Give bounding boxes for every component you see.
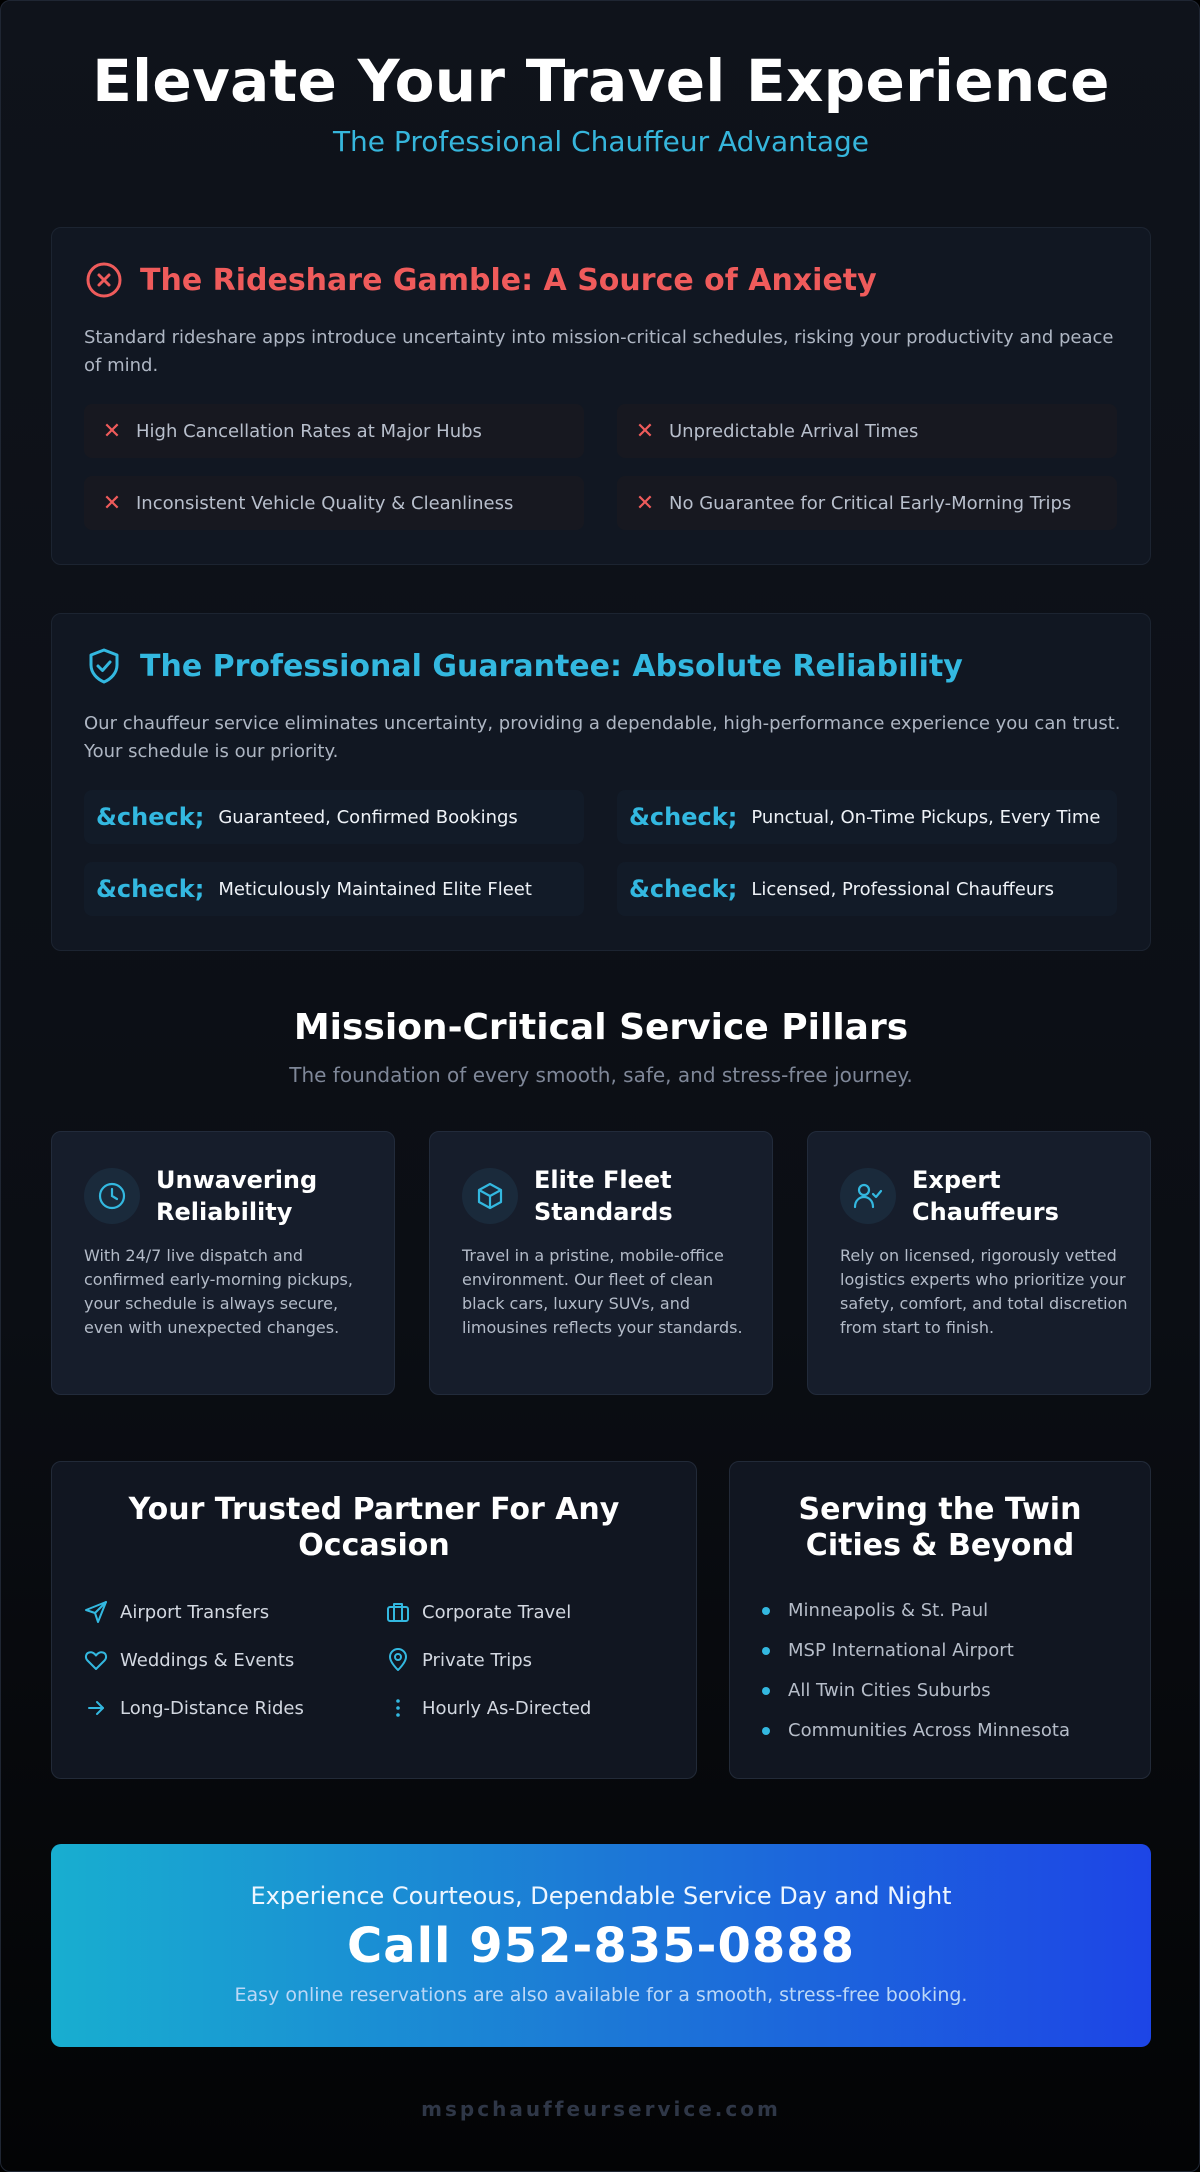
check-marker: &check; — [96, 875, 205, 903]
briefcase-icon — [386, 1600, 410, 1624]
cube-icon — [475, 1181, 505, 1211]
pillar-text: Rely on licensed, rigorously vetted logistics experts who prioritize your safety, comfort, and total discretion from start to finish. — [840, 1246, 1128, 1337]
pillar-text: With 24/7 live dispatch and confirmed early-morning pickups, your schedule is always secure, even with unexpected changes. — [84, 1246, 353, 1337]
bullet-dot — [762, 1607, 770, 1615]
pillar-title: Elite Fleet Standards — [534, 1166, 673, 1226]
rideshare-item: ✕ Inconsistent Vehicle Quality & Cleanliness — [84, 476, 584, 530]
cta-reservation-note: Easy online reservations are also available for a smooth, stress-free booking. — [234, 1984, 968, 2006]
occasion-item: Weddings & Events — [84, 1648, 294, 1672]
pillar-title: Expert Chauffeurs — [912, 1166, 1059, 1226]
guarantee-item: &check; Guaranteed, Confirmed Bookings — [84, 790, 584, 844]
pillar-card — [429, 1131, 773, 1395]
service-area-box — [729, 1461, 1151, 1779]
check-marker: &check; — [96, 803, 205, 831]
hero — [1, 41, 1200, 158]
guarantee-item: &check; Punctual, On-Time Pickups, Every Time — [617, 790, 1117, 844]
occasion-item: Airport Transfers — [84, 1600, 269, 1624]
occasions-title: Your Trusted Partner For Any Occasion — [128, 1492, 620, 1563]
pillar-card — [807, 1131, 1151, 1395]
x-mark-icon: ✕ — [102, 490, 122, 516]
occasion-item: Private Trips — [386, 1648, 532, 1672]
pillar-icon-badge — [84, 1168, 140, 1224]
x-mark-icon: ✕ — [102, 418, 122, 444]
guarantee-title: The Professional Guarantee: Absolute Reliability — [140, 648, 963, 684]
pillar-icon-badge — [462, 1168, 518, 1224]
pillar-icon-badge — [840, 1168, 896, 1224]
x-circle-icon — [84, 260, 124, 300]
bullet-dot — [762, 1727, 770, 1735]
user-check-icon — [853, 1181, 883, 1211]
service-area-item: Minneapolis & St. Paul — [762, 1600, 988, 1621]
rideshare-description: Standard rideshare apps introduce uncertainty into mission-critical schedules, risking your productivity and peace of mind. — [84, 327, 1114, 376]
rideshare-item: ✕ No Guarantee for Critical Early-Morning Trips — [617, 476, 1117, 530]
heart-icon — [84, 1648, 108, 1672]
arrow-right-icon — [84, 1696, 108, 1720]
check-marker: &check; — [629, 803, 738, 831]
pillars-subtitle: The foundation of every smooth, safe, and stress-free journey. — [289, 1063, 913, 1087]
map-pin-icon — [386, 1648, 410, 1672]
cta-tagline: Experience Courteous, Dependable Service Day and Night — [250, 1882, 952, 1910]
rideshare-panel — [51, 227, 1151, 565]
pillar-title: Unwavering Reliability — [156, 1166, 318, 1226]
more-vertical-icon — [386, 1696, 410, 1720]
occasions-box — [51, 1461, 697, 1779]
x-mark-icon: ✕ — [635, 490, 655, 516]
rideshare-item: ✕ Unpredictable Arrival Times — [617, 404, 1117, 458]
page-title: Elevate Your Travel Experience — [92, 47, 1110, 115]
service-area-item: All Twin Cities Suburbs — [762, 1680, 991, 1701]
call-to-action-banner — [51, 1844, 1151, 2047]
page-subtitle: The Professional Chauffeur Advantage — [332, 125, 870, 158]
check-marker: &check; — [629, 875, 738, 903]
footer-domain: mspchauffeurservice.com — [421, 2097, 781, 2121]
guarantee-panel — [51, 613, 1151, 951]
pillar-card — [51, 1131, 395, 1395]
occasion-item: Long-Distance Rides — [84, 1696, 304, 1720]
x-mark-icon: ✕ — [635, 418, 655, 444]
shield-check-icon — [84, 646, 124, 686]
service-area-title: Serving the Twin Cities & Beyond — [798, 1492, 1082, 1563]
guarantee-description: Our chauffeur service eliminates uncertainty, providing a dependable, high-performance experience you can trust. Your schedule is our priority. — [84, 713, 1121, 762]
rideshare-item: ✕ High Cancellation Rates at Major Hubs — [84, 404, 584, 458]
service-area-item: Communities Across Minnesota — [762, 1720, 1070, 1741]
guarantee-item: &check; Licensed, Professional Chauffeurs — [617, 862, 1117, 916]
send-icon — [84, 1600, 108, 1624]
rideshare-header — [84, 260, 877, 300]
guarantee-item: &check; Meticulously Maintained Elite Fleet — [84, 862, 584, 916]
service-area-item: MSP International Airport — [762, 1640, 1014, 1661]
cta-phone[interactable]: Call 952-835-0888 — [346, 1918, 856, 1974]
bullet-dot — [762, 1647, 770, 1655]
bullet-dot — [762, 1687, 770, 1695]
pillar-text: Travel in a pristine, mobile-office environment. Our fleet of clean black cars, luxury SUVs, and limousines reflects your standards. — [462, 1246, 743, 1337]
guarantee-header — [84, 646, 963, 686]
occasion-item: Corporate Travel — [386, 1600, 571, 1624]
clock-icon — [97, 1181, 127, 1211]
pillars-title: Mission-Critical Service Pillars — [293, 1007, 909, 1048]
rideshare-title: The Rideshare Gamble: A Source of Anxiety — [140, 262, 877, 298]
occasion-item: Hourly As-Directed — [386, 1696, 591, 1720]
